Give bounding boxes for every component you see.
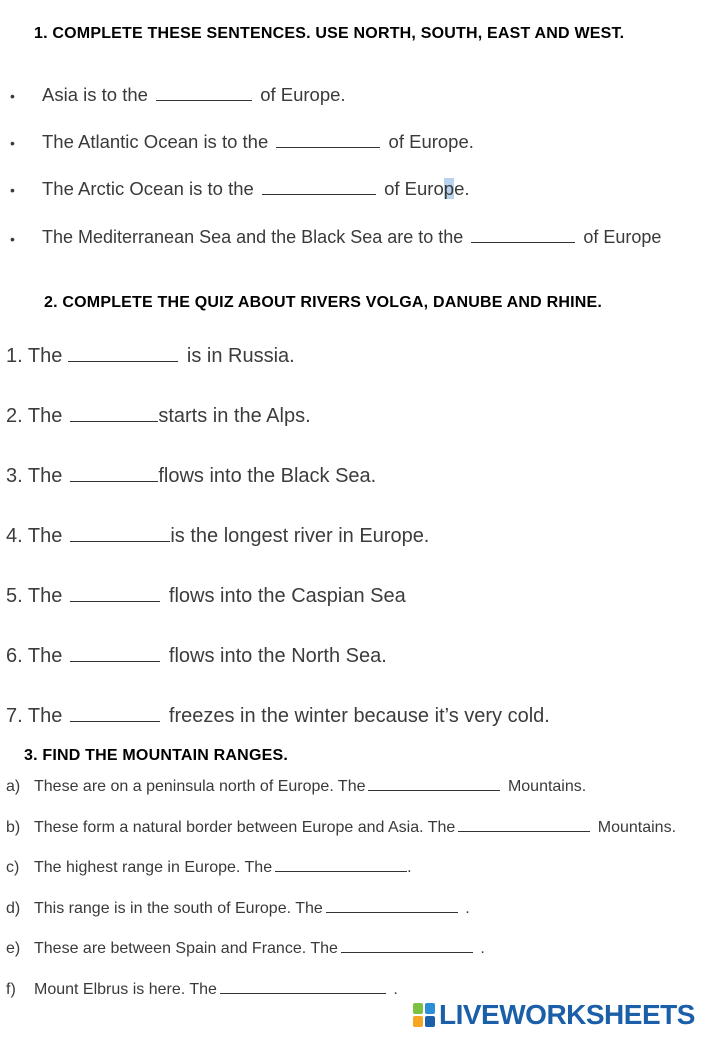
quiz-item: 6. The flows into the North Sea.: [6, 645, 387, 667]
sentence: The Arctic Ocean is to the of Europe.: [42, 178, 470, 199]
sentence: The Mediterranean Sea and the Black Sea are to the of Europe: [42, 227, 662, 247]
sentence: The Atlantic Ocean is to the of Europe.: [42, 131, 474, 152]
sentence: Asia is to the of Europe.: [42, 84, 346, 105]
answer-blank[interactable]: [220, 992, 386, 994]
answer-blank[interactable]: [326, 911, 458, 913]
mountain-item: e) These are between Spain and France. The .: [6, 940, 485, 957]
list-item: [0, 178, 720, 204]
answer-blank[interactable]: [70, 540, 170, 542]
liveworksheets-logo: [413, 999, 695, 1031]
bullet: •: [10, 135, 15, 151]
mountain-item: d) This range is in the south of Europe. The .: [6, 900, 470, 917]
mountain-item: a) These are on a peninsula north of Europe. The Mountains.: [6, 778, 587, 795]
mountain-item: f) Mount Elbrus is here. The .: [6, 981, 398, 998]
quiz-item: 2. The starts in the Alps.: [6, 405, 311, 427]
section1-title: 1. COMPLETE THESE SENTENCES. USE NORTH, SOUTH, EAST AND WEST.: [34, 25, 625, 42]
answer-blank[interactable]: [276, 146, 380, 148]
answer-blank[interactable]: [275, 870, 407, 872]
bullet: •: [10, 182, 15, 198]
quiz-item: 3. The flows into the Black Sea.: [6, 465, 377, 487]
list-item: [0, 227, 720, 253]
answer-blank[interactable]: [70, 720, 160, 722]
logo-text: LIVEWORKSHEETS: [439, 999, 695, 1030]
quiz-item: 5. The flows into the Caspian Sea: [6, 585, 406, 607]
quiz-item: 7. The freezes in the winter because it’s very cold.: [6, 705, 550, 727]
mountain-item: b) These form a natural border between Europe and Asia. The Mountains.: [6, 819, 677, 836]
bullet: •: [10, 231, 15, 247]
mountain-item: c) The highest range in Europe. The .: [6, 859, 412, 876]
answer-blank[interactable]: [70, 420, 158, 422]
logo-mark-icon: [413, 1003, 435, 1027]
answer-blank[interactable]: [70, 660, 160, 662]
answer-blank[interactable]: [471, 241, 575, 243]
answer-blank[interactable]: [70, 600, 160, 602]
quiz-item: 4. The is the longest river in Europe.: [6, 525, 430, 547]
answer-blank[interactable]: [341, 951, 473, 953]
section3-title: 3. FIND THE MOUNTAIN RANGES.: [24, 747, 288, 764]
text-cursor-highlight: p: [443, 178, 455, 199]
answer-blank[interactable]: [262, 193, 376, 195]
section2-title: 2. COMPLETE THE QUIZ ABOUT RIVERS VOLGA, DANUBE AND RHINE.: [44, 294, 602, 311]
list-item: [0, 131, 720, 157]
list-item: [0, 84, 720, 110]
bullet: •: [10, 88, 15, 104]
answer-blank[interactable]: [70, 480, 158, 482]
answer-blank[interactable]: [156, 99, 252, 101]
answer-blank[interactable]: [368, 789, 500, 791]
answer-blank[interactable]: [68, 360, 178, 362]
quiz-item: 1. The is in Russia.: [6, 345, 295, 367]
answer-blank[interactable]: [458, 830, 590, 832]
